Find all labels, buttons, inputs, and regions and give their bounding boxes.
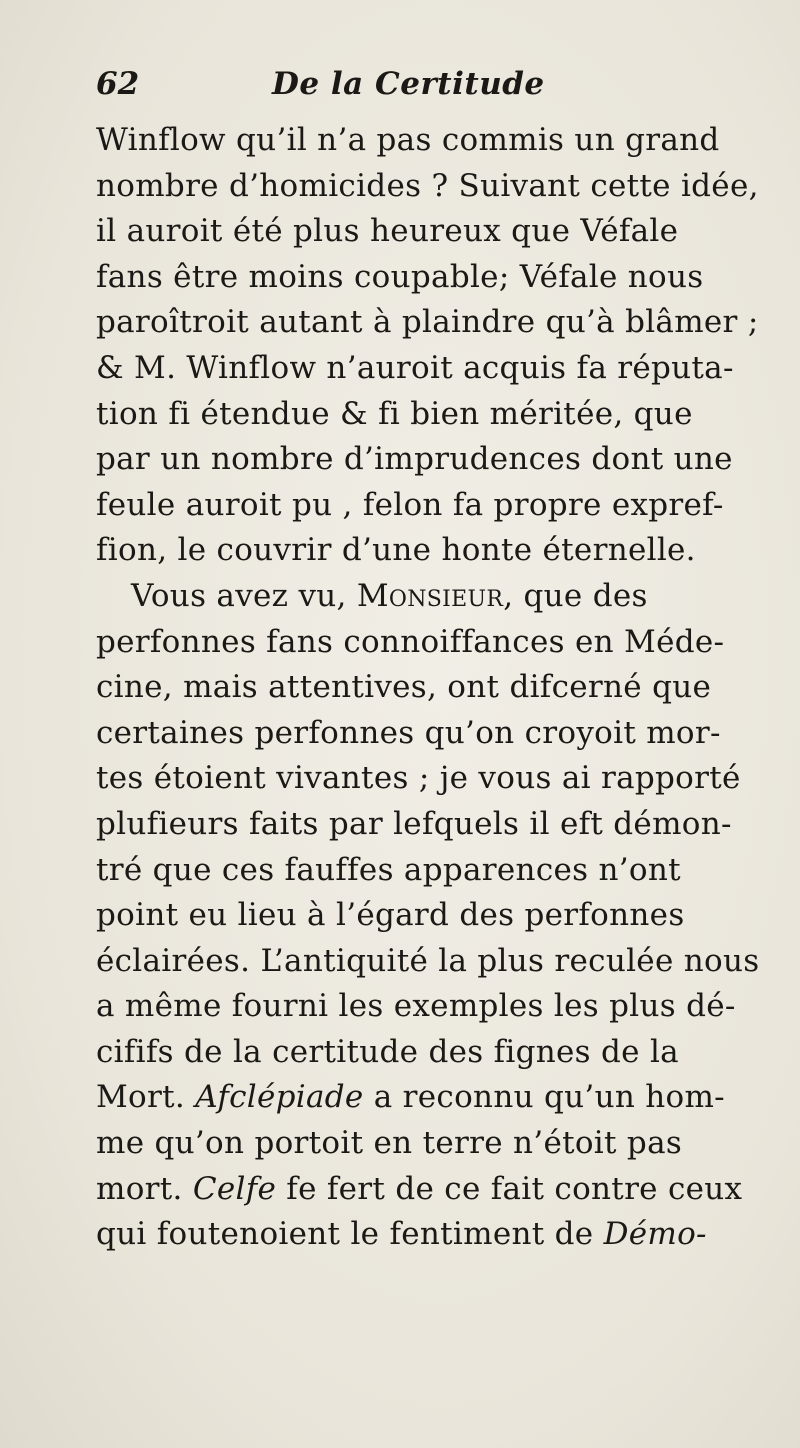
running-title: De la Certitude (272, 66, 545, 102)
text-line: feule auroit pu , felon fa propre expref- (96, 486, 724, 523)
running-head (96, 66, 756, 112)
page-number: 62 (96, 66, 140, 102)
text-run: mort. (96, 1170, 193, 1207)
text-line: point eu lieu à l’égard des perfonnes (96, 897, 685, 934)
text-run: Mort. (96, 1079, 196, 1116)
text-line: tion fi étendue & fi bien méritée, que (96, 395, 693, 432)
text-line: cififs de la certitude des fignes de la (96, 1033, 679, 1070)
text-line: par un nombre d’imprudences dont une (96, 441, 733, 478)
text-line: perfonnes fans connoiffances en Méde- (96, 623, 725, 660)
text-run: fe fert de ce fait contre ceux (276, 1170, 743, 1207)
text-run: Vous avez vu, (131, 577, 357, 614)
proper-name-celse: Celfe (192, 1170, 277, 1207)
text-line: Winflow qu’il n’a pas commis un grand (96, 122, 720, 158)
text-line: me qu’on portoit en terre n’étoit pas (96, 1125, 683, 1162)
text-line (96, 1167, 786, 1213)
text-line: fion, le couvrir d’une honte éternelle. (96, 532, 696, 569)
text-line: plufieurs faits par lefquels il eft démon- (96, 805, 732, 842)
proper-name-democrite: Démo- (603, 1216, 707, 1253)
text-line: & M. Winflow n’auroit acquis fa réputa- (96, 349, 734, 386)
salutation: Monsieur (356, 577, 504, 614)
text-line: tes étoient vivantes ; je vous ai rapporté (96, 760, 741, 797)
text-line: fans être moins coupable; Véfale nous (96, 258, 704, 295)
body-text (96, 118, 786, 1258)
text-run: a reconnu qu’un hom- (363, 1079, 725, 1116)
text-line: tré que ces fauffes apparences n’ont (96, 851, 681, 888)
text-line: éclairées. L’antiquité la plus reculée nous (96, 942, 760, 979)
text-run: qui foutenoient le fentiment de (96, 1216, 604, 1253)
text-line: paroîtroit autant à plaindre qu’à blâmer ; (96, 304, 759, 341)
text-line: nombre d’homicides ? Suivant cette idée, (96, 167, 759, 204)
text-run: , que des (503, 577, 648, 614)
text-line: cine, mais attentives, ont difcerné que (96, 669, 712, 706)
proper-name-asclepiade: Afclépiade (195, 1079, 364, 1116)
text-line: il auroit été plus heureux que Véfale (96, 213, 679, 250)
text-line (96, 1075, 786, 1121)
text-line: a même fourni les exemples les plus dé- (96, 988, 736, 1025)
text-line (96, 1212, 786, 1258)
text-line: certaines perfonnes qu’on croyoit mor- (96, 714, 721, 751)
text-line (96, 574, 786, 620)
